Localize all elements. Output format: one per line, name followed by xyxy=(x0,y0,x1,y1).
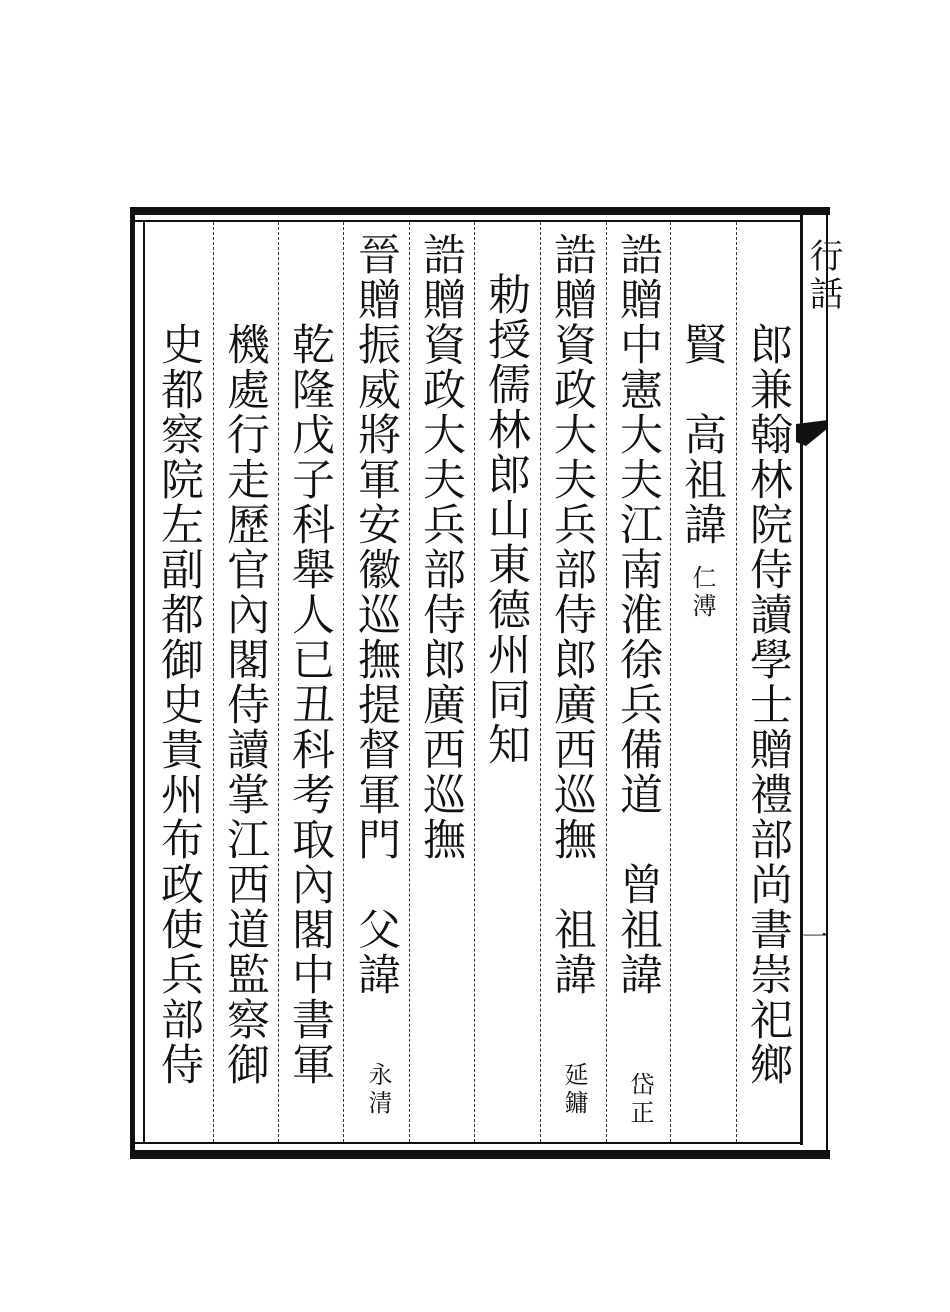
text-column-9: 機處行走歷官內閣侍讀掌江西道監察御 xyxy=(220,322,270,1087)
top-inner-border xyxy=(130,220,802,222)
margin-divider xyxy=(800,215,803,1145)
bottom-border xyxy=(130,1150,830,1159)
fish-tail-mark-icon xyxy=(792,418,832,448)
margin-page-number xyxy=(802,923,829,955)
column-divider xyxy=(670,222,671,1142)
page-edge xyxy=(826,207,828,1159)
bottom-inner-border xyxy=(130,1142,802,1144)
column-divider xyxy=(540,222,541,1142)
column-divider xyxy=(343,222,344,1142)
text-column-2: 賢 高祖諱 xyxy=(677,322,727,547)
text-column-4: 誥贈資政大夫兵部侍郎廣西巡撫 祖諱 xyxy=(547,232,597,997)
margin-title: 行話 xyxy=(803,238,843,314)
name-note: 永清 xyxy=(364,1062,392,1118)
text-column-10: 史都察院左副都御史貴州布政使兵部侍 xyxy=(154,322,204,1087)
column-divider xyxy=(606,222,607,1142)
page-number: 一 xyxy=(802,923,829,953)
text-column-1: 郎兼翰林院侍讀學士贈禮部尚書崇祀鄉 xyxy=(743,322,793,1087)
text-column-6: 誥贈資政大夫兵部侍郎廣西巡撫 xyxy=(416,232,466,862)
top-border xyxy=(130,207,830,215)
name-note: 延鏞 xyxy=(560,1062,588,1118)
column-divider xyxy=(474,222,475,1142)
column-divider xyxy=(409,222,410,1142)
name-note: 仁溥 xyxy=(688,565,716,621)
left-border xyxy=(130,207,135,1159)
column-divider xyxy=(278,222,279,1142)
text-column-7: 晉贈振威將軍安徽巡撫提督軍門 父諱 xyxy=(351,232,401,997)
left-inner-border xyxy=(143,222,145,1144)
text-column-5: 勅授儒林郎山東德州同知 xyxy=(481,272,531,767)
text-column-3: 誥贈中憲大夫江南淮徐兵備道 曾祖諱 xyxy=(613,232,663,997)
column-divider xyxy=(213,222,214,1142)
name-note: 岱正 xyxy=(626,1072,654,1128)
text-column-8: 乾隆戊子科舉人已丑科考取內閣中書軍 xyxy=(285,322,335,1087)
column-divider xyxy=(736,222,737,1142)
